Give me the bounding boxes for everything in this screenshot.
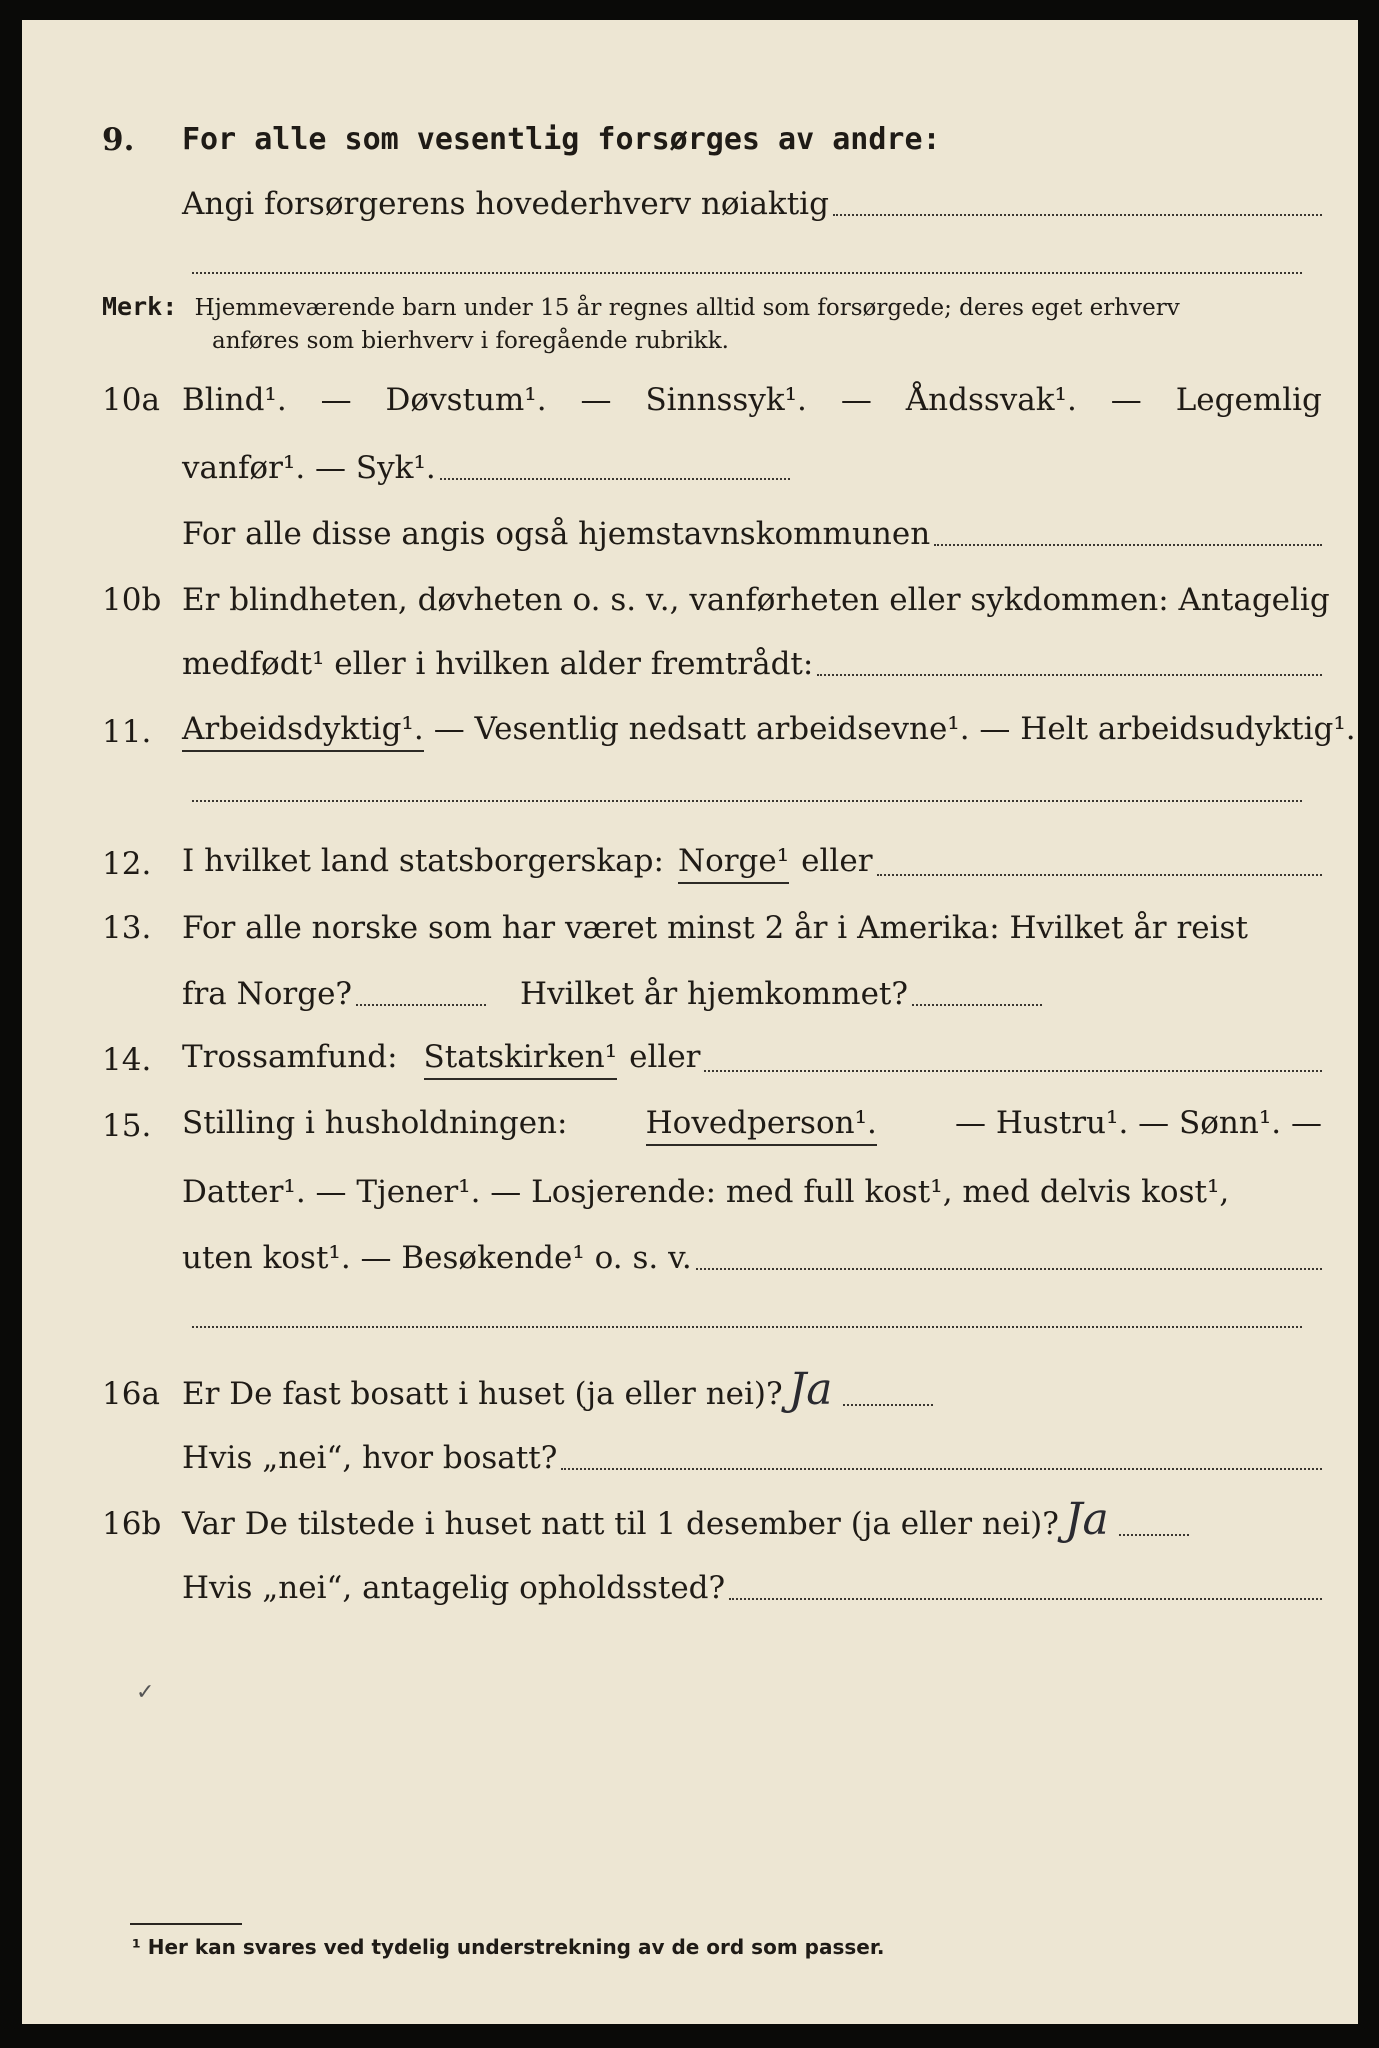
q15-selected-option[interactable]: Hovedperson¹. xyxy=(646,1103,877,1146)
q13-hjemkommet-field[interactable] xyxy=(912,1004,1042,1006)
q11-other-options[interactable]: — Vesentlig nedsatt arbeidsevne¹. — Helt arbeidsudyktig¹. xyxy=(433,711,1356,747)
q10a-row-3 xyxy=(22,506,1358,562)
q10a-option[interactable]: Legemlig xyxy=(1175,382,1322,418)
q14-text: Trossamfund: xyxy=(182,1039,398,1075)
q10b-number: 10b xyxy=(102,582,162,618)
q16a-handwritten-answer[interactable]: Ja xyxy=(788,1364,833,1415)
q9-title: For alle som vesentlig forsørges av andre: xyxy=(182,122,941,157)
merk-text-2: anføres som bierhverv i foregående rubrikk. xyxy=(212,328,729,354)
q12-selected-option[interactable]: Norge¹ xyxy=(678,841,789,884)
q10a-row-1 xyxy=(22,372,1358,428)
q10b-row-1 xyxy=(22,572,1358,628)
q15-row-3 xyxy=(22,1230,1358,1286)
q14-selected-option[interactable]: Statskirken¹ xyxy=(424,1037,618,1080)
q13-number: 13. xyxy=(102,910,152,946)
q14-trossamfund-field[interactable] xyxy=(704,1070,1322,1072)
q10a-dash: — xyxy=(320,382,352,418)
q10a-dash: — xyxy=(840,382,872,418)
q14-after: eller xyxy=(629,1039,701,1075)
q16b-line-2: Hvis „nei“, antagelig opholdssted? xyxy=(182,1570,726,1606)
q10a-syk-field[interactable] xyxy=(440,478,790,480)
q9-title-row xyxy=(22,112,1358,168)
q12-row xyxy=(22,836,1358,892)
q16a-line-2: Hvis „nei“, hvor bosatt? xyxy=(182,1440,558,1476)
q11-selected-option[interactable]: Arbeidsdyktig¹. xyxy=(182,709,424,752)
q10a-options xyxy=(182,380,1322,420)
q12-country-field[interactable] xyxy=(877,874,1322,876)
q14-row xyxy=(22,1032,1358,1088)
q15-row-1 xyxy=(22,1098,1358,1154)
q11-row xyxy=(22,704,1358,760)
q16a-row-1 xyxy=(22,1366,1358,1422)
merk-note xyxy=(102,290,1342,325)
q16b-handwritten-answer[interactable]: Ja xyxy=(1064,1494,1109,1545)
q15-line-1b[interactable]: — Hustru¹. — Sønn¹. — xyxy=(955,1105,1322,1141)
q16a-number: 16a xyxy=(102,1376,160,1412)
q15-extra-line[interactable] xyxy=(192,1326,1302,1328)
q9-number: 9. xyxy=(102,122,135,158)
q15-line-1a: Stilling i husholdningen: xyxy=(182,1105,568,1141)
q12-number: 12. xyxy=(102,846,152,882)
q10a-kommune-field[interactable] xyxy=(934,544,1322,546)
q13-line-1: For alle norske som har været minst 2 år i Amerika: Hvilket år reist xyxy=(182,910,1248,946)
q9-answer-field[interactable] xyxy=(833,214,1322,216)
q10b-alder-field[interactable] xyxy=(817,674,1322,676)
q10a-number: 10a xyxy=(102,382,160,418)
q16b-row-2 xyxy=(22,1560,1358,1616)
q13-row-2 xyxy=(22,966,1358,1022)
q14-number: 14. xyxy=(102,1042,152,1078)
q10a-option[interactable]: Åndssvak¹. xyxy=(905,382,1077,418)
q15-other-field[interactable] xyxy=(696,1268,1322,1270)
q15-row-2 xyxy=(22,1164,1358,1220)
q10a-option[interactable]: Døvstum¹. xyxy=(385,382,547,418)
q12-after: eller xyxy=(801,843,873,879)
q10a-line-2[interactable]: vanfør¹. — Syk¹. xyxy=(182,450,436,486)
q16a-answer-line[interactable] xyxy=(843,1404,933,1406)
merk-label: Merk: xyxy=(102,292,178,321)
q13-hjemkommet: Hvilket år hjemkommet? xyxy=(520,976,909,1012)
q13-row-1 xyxy=(22,900,1358,956)
q16b-line-1: Var De tilstede i huset natt til 1 desember (ja eller nei)? xyxy=(182,1506,1059,1542)
q10a-option[interactable]: Sinnssyk¹. xyxy=(645,382,807,418)
q10b-line-2: medfødt¹ eller i hvilken alder fremtrådt: xyxy=(182,646,814,682)
q10a-dash: — xyxy=(1110,382,1142,418)
q16b-answer-line[interactable] xyxy=(1119,1534,1189,1536)
q16a-row-2 xyxy=(22,1430,1358,1486)
footnote: ¹ Her kan svares ved tydelig understrekning av de ord som passer. xyxy=(132,1935,885,1959)
pencil-mark-icon: ✓ xyxy=(136,1680,155,1705)
q15-line-2[interactable]: Datter¹. — Tjener¹. — Losjerende: med full kost¹, med delvis kost¹, xyxy=(182,1174,1230,1210)
q16b-row-1 xyxy=(22,1496,1358,1552)
q16b-number: 16b xyxy=(102,1506,162,1542)
q9-line-row xyxy=(22,176,1358,232)
census-form-page xyxy=(22,20,1358,2024)
q13-reist-field[interactable] xyxy=(356,1004,486,1006)
q11-extra-line[interactable] xyxy=(192,800,1302,802)
merk-note-2 xyxy=(212,324,1312,358)
q16b-opholdssted-field[interactable] xyxy=(729,1598,1322,1600)
q10b-row-2 xyxy=(22,636,1358,692)
q10a-line-3: For alle disse angis også hjemstavnskommunen xyxy=(182,516,931,552)
q16a-line-1: Er De fast bosatt i huset (ja eller nei)? xyxy=(182,1376,783,1412)
q13-reist: fra Norge? xyxy=(182,976,353,1012)
q15-line-3[interactable]: uten kost¹. — Besøkende¹ o. s. v. xyxy=(182,1240,692,1276)
q10b-line-1: Er blindheten, døvheten o. s. v., vanførheten eller sykdommen: Antagelig xyxy=(182,582,1330,618)
footnote-rule xyxy=(130,1923,242,1925)
q15-number: 15. xyxy=(102,1108,152,1144)
q9-line: Angi forsørgerens hovederhverv nøiaktig xyxy=(182,186,829,222)
q9-extra-line[interactable] xyxy=(192,272,1302,274)
q16a-bosatt-field[interactable] xyxy=(561,1468,1322,1470)
q11-number: 11. xyxy=(102,714,152,750)
q10a-row-2 xyxy=(22,440,1358,496)
q10a-option[interactable]: Blind¹. xyxy=(182,382,287,418)
merk-text-1: Hjemmeværende barn under 15 år regnes alltid som forsørgede; deres eget erhverv xyxy=(194,295,1180,321)
q12-text: I hvilket land statsborgerskap: xyxy=(182,843,664,879)
q10a-dash: — xyxy=(580,382,612,418)
